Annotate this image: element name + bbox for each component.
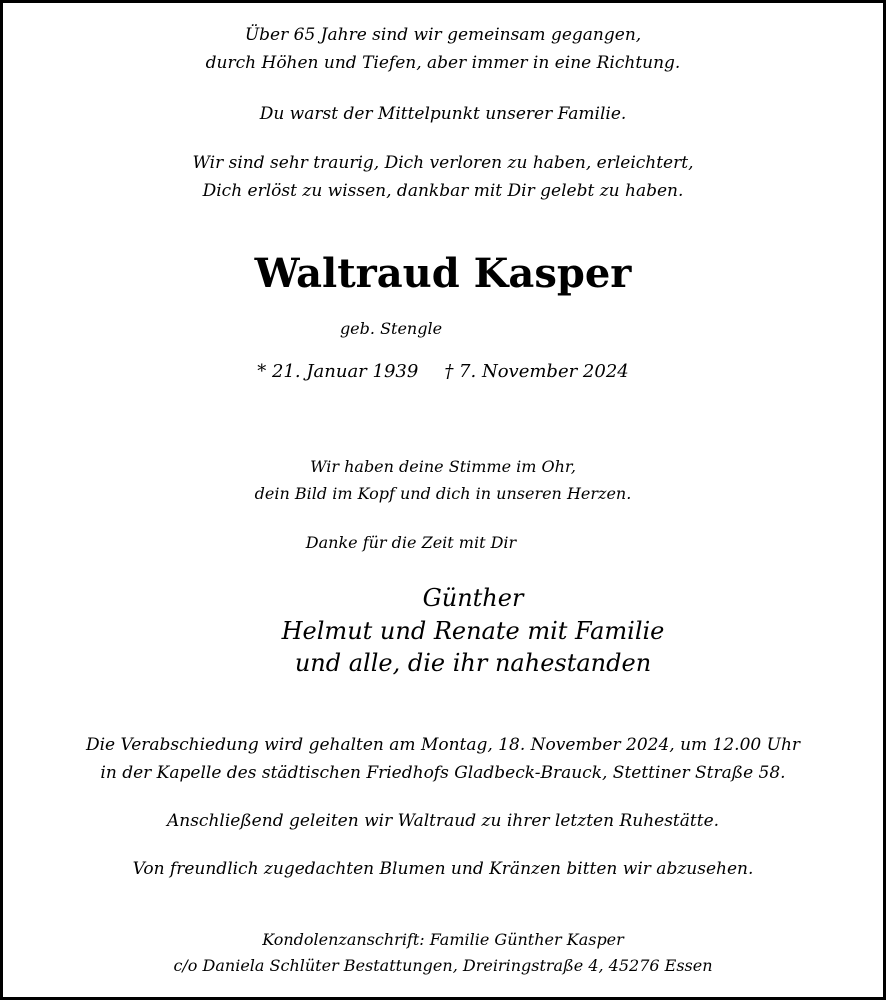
- burial-line: Anschließend geleiten wir Waltraud zu ihrer letzten Ruhestätte.: [166, 811, 720, 831]
- mourner-line-1: Günther: [422, 584, 524, 612]
- birth-name: geb. Stengle: [339, 319, 443, 338]
- service-line-1: Die Verabschiedung wird gehalten am Montag, 18. November 2024, um 12.00 Uhr: [85, 735, 801, 755]
- poem-line-5: Dich erlöst zu wissen, dankbar mit Dir gelebt zu haben.: [202, 181, 684, 201]
- condolence-line-1: Kondolenzanschrift: Familie Günther Kasper: [262, 930, 624, 949]
- life-dates: [3, 363, 883, 381]
- tribute-line-1: Wir haben deine Stimme im Ohr,: [310, 457, 576, 476]
- thanks-line: Danke für die Zeit mit Dir: [305, 533, 517, 552]
- tribute-line-2: dein Bild im Kopf und dich in unseren Herzen.: [254, 484, 632, 503]
- deceased-name: Waltraud Kasper: [254, 250, 632, 297]
- flowers-line: Von freundlich zugedachten Blumen und Kränzen bitten wir abzusehen.: [132, 859, 754, 879]
- mourner-line-3: und alle, die ihr nahestanden: [294, 649, 652, 677]
- poem-line-3: Du warst der Mittelpunkt unserer Familie.: [259, 104, 627, 124]
- poem-line-1: Über 65 Jahre sind wir gemeinsam gegangen,: [244, 25, 642, 45]
- poem-line-4: Wir sind sehr traurig, Dich verloren zu haben, erleichtert,: [192, 153, 694, 173]
- birth-date: * 21. Januar 1939: [257, 361, 419, 382]
- poem-line-2: durch Höhen und Tiefen, aber immer in eine Richtung.: [205, 53, 681, 73]
- condolence-line-2: c/o Daniela Schlüter Bestattungen, Dreiringstraße 4, 45276 Essen: [173, 956, 713, 975]
- mourner-line-2: Helmut und Renate mit Familie: [281, 617, 665, 645]
- service-line-2: in der Kapelle des städtischen Friedhofs Gladbeck-Brauck, Stettiner Straße 58.: [100, 763, 786, 783]
- death-date: † 7. November 2024: [444, 361, 629, 382]
